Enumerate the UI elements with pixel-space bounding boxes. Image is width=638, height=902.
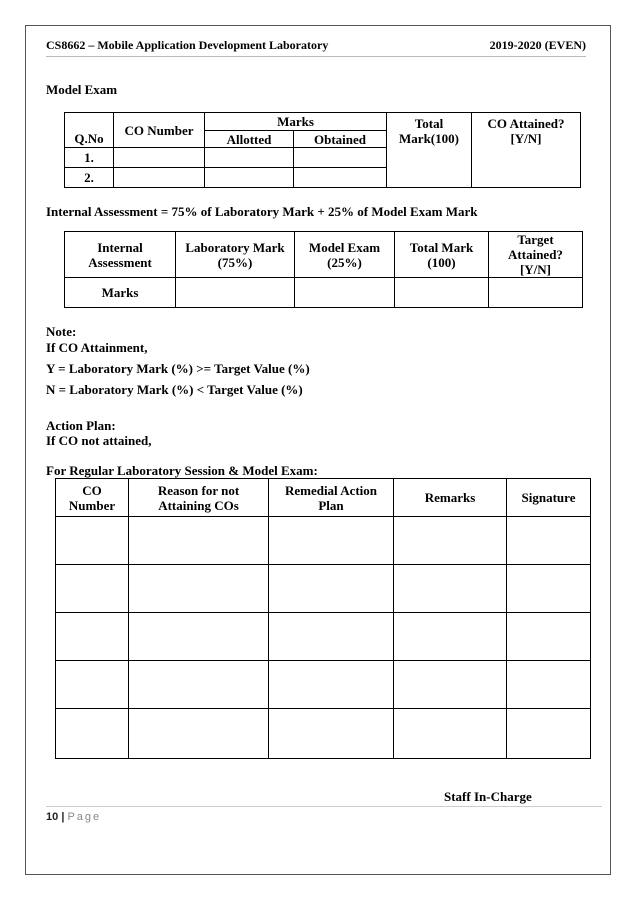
footer-rule [46,806,602,807]
remarks-cell[interactable] [394,661,507,709]
reason-header [129,479,269,517]
co-line1: CO [82,482,102,498]
signature-cell[interactable] [507,661,591,709]
staff-in-charge: Staff In-Charge [444,789,532,804]
note-line3: N = Laboratory Mark (%) < Target Value (%) [46,382,303,397]
footer-separator: | [61,811,65,823]
lab-mark-line2: (75%) [217,254,253,270]
co-number-cell[interactable] [114,148,205,168]
target-attained-cell[interactable] [489,278,583,308]
academic-year: 2019-2020 (EVEN) [489,38,586,52]
co-cell[interactable] [56,517,129,565]
total-mark-header [387,113,472,188]
co-attained-line1: CO Attained? [487,116,565,131]
signature-cell[interactable] [507,565,591,613]
reason-cell[interactable] [129,613,269,661]
remedial-cell[interactable] [269,613,394,661]
remarks-cell[interactable] [394,517,507,565]
obtained-cell[interactable] [294,148,387,168]
total-mark-line2: Mark(100) [399,131,459,146]
marks-row-label: Marks [65,278,176,308]
target-line1: Target [517,232,554,247]
lab-mark-line1: Laboratory Mark [185,239,285,255]
action-plan-line2: For Regular Laboratory Session & Model Exam: [46,463,318,478]
model-exam-table [64,112,581,188]
allotted-header: Allotted [205,131,294,148]
allotted-cell[interactable] [205,148,294,168]
obtained-cell[interactable] [294,168,387,188]
reason-line1: Reason for not [157,482,240,498]
signature-cell[interactable] [507,709,591,759]
internal-assessment-formula: Internal Assessment = 75% of Laboratory Mark + 25% of Model Exam Mark [46,204,478,219]
remarks-cell[interactable] [394,613,507,661]
co-line2: Number [68,497,116,513]
model-exam-line1: Model Exam [308,239,381,255]
total-mark-100-line1: Total Mark [409,239,474,255]
qno-header: Q.No [65,113,114,148]
note-title: Note: [46,324,77,339]
remedial-cell[interactable] [269,661,394,709]
remarks-cell[interactable] [394,709,507,759]
header-rule [46,56,586,57]
page-footer [46,811,101,823]
reason-cell[interactable] [129,709,269,759]
allotted-cell[interactable] [205,168,294,188]
co-cell[interactable] [56,613,129,661]
co-cell[interactable] [56,565,129,613]
remedial-line1: Remedial Action [284,482,378,498]
internal-assessment-table [64,231,583,308]
lab-mark-cell[interactable] [176,278,295,308]
co-number-header [56,479,129,517]
page-number: 10 [46,811,59,823]
action-plan-line1: If CO not attained, [46,433,152,448]
signature-cell[interactable] [507,517,591,565]
page-word: Page [67,811,102,823]
total-mark-100-line2: (100) [427,254,456,270]
obtained-header: Obtained [294,131,387,148]
ia-header [65,232,176,278]
signature-header: Signature [507,479,591,517]
reason-cell[interactable] [129,517,269,565]
marks-header: Marks [205,113,387,131]
action-plan-title: Action Plan: [46,418,116,433]
qno-cell: 2. [65,168,114,188]
model-exam-line2: (25%) [327,254,362,270]
remarks-cell[interactable] [394,565,507,613]
action-plan-table [55,478,591,759]
co-number-header: CO Number [114,113,205,148]
co-cell[interactable] [56,709,129,759]
remedial-line2: Plan [318,497,344,513]
total-mark-100-header [395,232,489,278]
lab-mark-header [176,232,295,278]
table-row [56,709,591,759]
qno-cell: 1. [65,148,114,168]
remedial-cell[interactable] [269,709,394,759]
target-line2: Attained? [508,247,563,262]
co-attained-line2: [Y/N] [510,131,542,146]
course-title: CS8662 – Mobile Application Development Laboratory [46,38,329,52]
model-exam-header [295,232,395,278]
target-attained-header [489,232,583,278]
note-line1: If CO Attainment, [46,340,148,355]
total-mark-cell[interactable] [395,278,489,308]
co-number-cell[interactable] [114,168,205,188]
model-exam-cell[interactable] [295,278,395,308]
co-cell[interactable] [56,661,129,709]
table-row [56,661,591,709]
reason-cell[interactable] [129,661,269,709]
remarks-header: Remarks [394,479,507,517]
table-row [56,613,591,661]
table-row [56,565,591,613]
remedial-header [269,479,394,517]
ia-header-line1: Internal [97,239,143,255]
remedial-cell[interactable] [269,565,394,613]
model-exam-title: Model Exam [46,82,118,97]
total-mark-line1: Total [414,116,444,131]
table-row [56,517,591,565]
ia-header-line2: Assessment [88,254,152,270]
signature-cell[interactable] [507,613,591,661]
remedial-cell[interactable] [269,517,394,565]
note-line2: Y = Laboratory Mark (%) >= Target Value (%) [46,361,310,376]
reason-line2: Attaining COs [158,497,239,513]
target-line3: [Y/N] [519,262,552,277]
co-attained-header [472,113,581,188]
reason-cell[interactable] [129,565,269,613]
